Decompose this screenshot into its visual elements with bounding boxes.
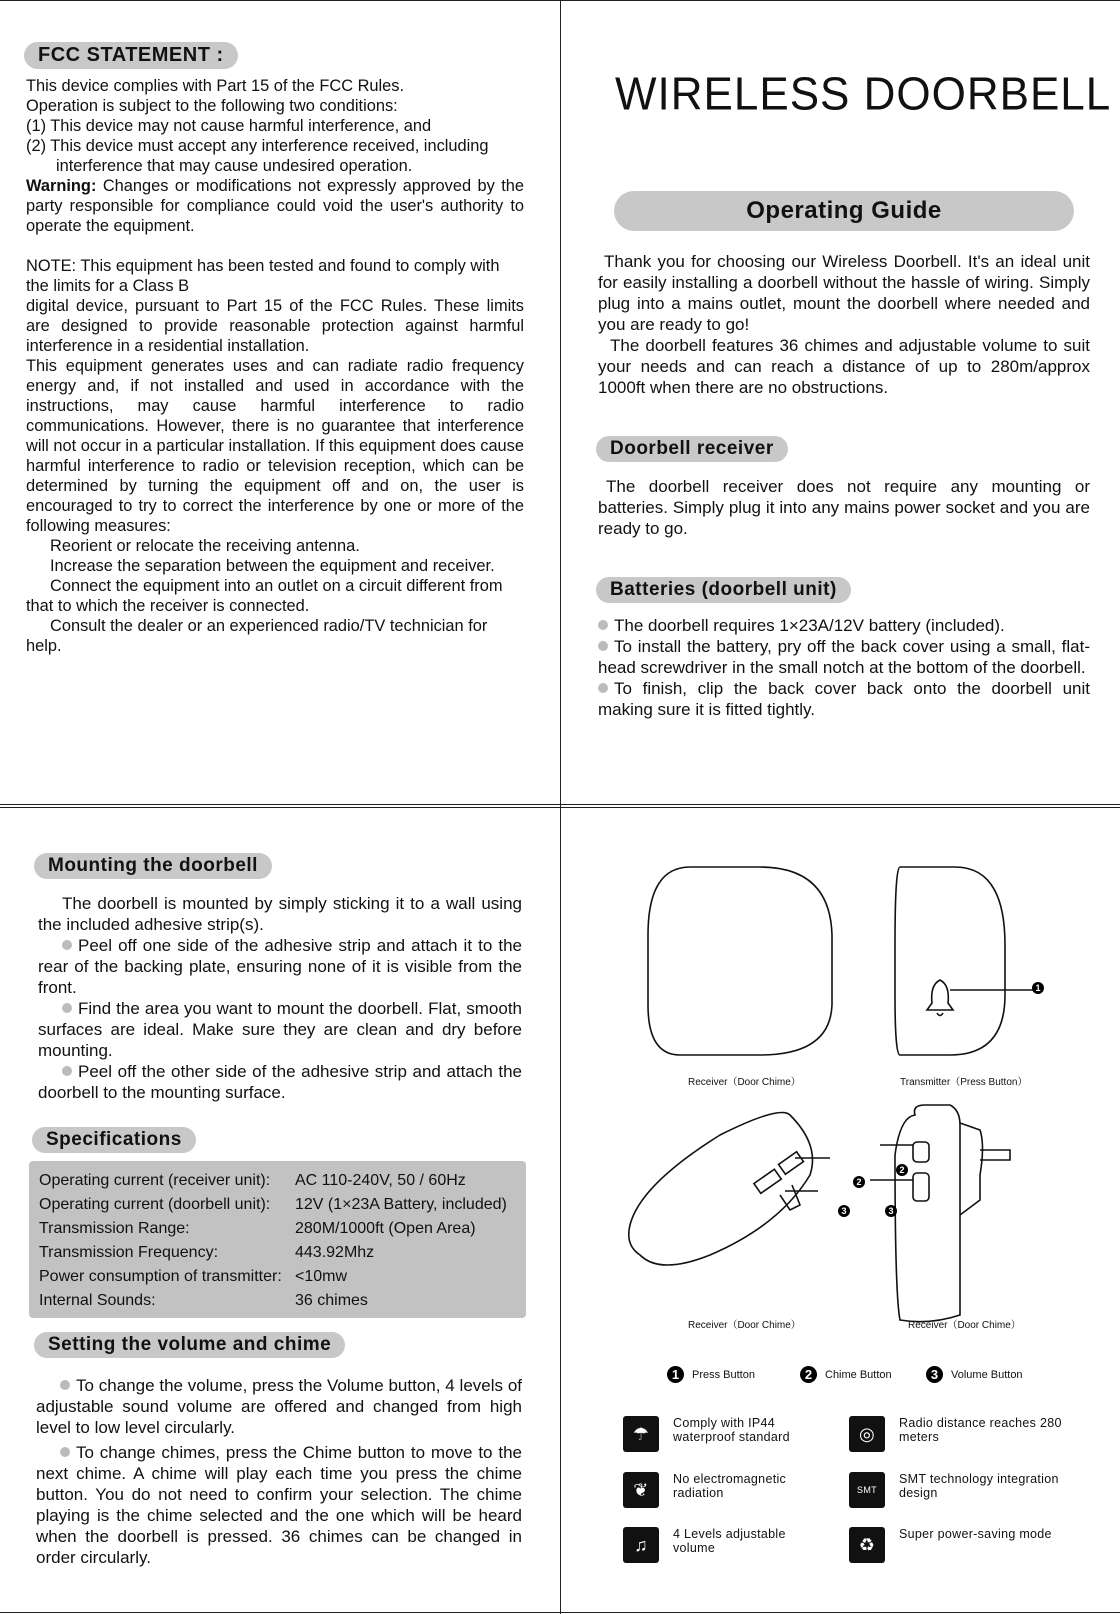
callout-2: 2 [896,1164,908,1176]
diagram-caption: Transmitter（Press Button） [900,1077,1028,1088]
border-bottom [0,1612,1120,1613]
callout-3: 3 [838,1205,850,1217]
feature-item [623,1416,823,1452]
spec-key: Power consumption of transmitter: [39,1268,282,1285]
fcc-line: This device complies with Part 15 of the FCC Rules. [26,77,405,95]
volume-item: To change chimes, press the Chime button to move to the next chime. A chime will play each time you press the chime button. You do not need to confirm your selection. The chime playing is the chime selected and the one which will be heard when the doorbell is pressed. 36 chimes can be changed in order circularly. [36,1443,522,1567]
spec-value: 12V (1×23A Battery, included) [295,1196,507,1213]
receiver-front-drawing [648,867,832,1055]
bell-icon [927,980,953,1016]
fcc-line: interference that may cause undesired operation. [56,157,413,175]
callout-3: 3 [885,1205,897,1217]
radio-waves-icon: ◎ [849,1416,885,1452]
feature-text: SMT technology integration design [899,1472,1059,1500]
music-note-icon: ♫ [623,1527,659,1563]
receiver-side-drawing [629,1113,813,1266]
intro-paragraph: The doorbell features 36 chimes and adjustable volume to suit your needs and can reach a distance of up to 280m/approx 1000ft when there are no obstructions. [598,336,1090,397]
intro-paragraph: Thank you for choosing our Wireless Doorbell. It's an ideal unit for easily installing a doorbell without the hassle of wiring. Simply plug into a mains outlet, mount the doorbell where needed and you are ready to go! [598,252,1090,334]
callout-1: 1 [1032,982,1044,994]
operating-guide-heading: Operating Guide [614,191,1074,231]
umbrella-icon: ☂ [623,1416,659,1452]
diagram-caption: Receiver（Door Chime） [908,1320,1021,1331]
feature-text: No electromagnetic radiation [673,1472,787,1500]
mounting-step: Find the area you want to mount the doorbell. Flat, smooth surfaces are ideal. Make sure they are clean and dry before mounting. [38,999,522,1060]
diagram-caption: Receiver（Door Chime） [688,1077,801,1088]
feature-item [849,1527,1079,1563]
receiver-heading: Doorbell receiver [596,436,788,462]
feature-text: 4 Levels adjustable volume [673,1527,786,1555]
volume-heading: Setting the volume and chime [34,1332,345,1358]
spec-value: 280M/1000ft (Open Area) [295,1220,476,1237]
volume-item: To change the volume, press the Volume button, 4 levels of adjustable sound volume are offered and changed from high level to low level circularly. [36,1376,522,1437]
spec-value: <10mw [295,1268,348,1285]
mounting-text [38,893,522,1103]
spec-row [39,1169,516,1193]
page-divider-horizontal [0,804,1120,808]
fcc-statement [26,76,524,656]
feature-item [623,1472,823,1508]
feature-text: Comply with IP44 waterproof standard [673,1416,790,1444]
specifications-table [29,1161,526,1318]
spec-key: Transmission Range: [39,1220,190,1237]
fcc-measure: Increase the separation between the equipment and receiver. [50,557,495,575]
spec-value: AC 110-240V, 50 / 60Hz [295,1172,466,1189]
fcc-measure: Consult the dealer or an experienced radio/TV technician for help. [26,617,488,655]
spec-row [39,1241,516,1265]
number-badge: 3 [926,1366,943,1383]
fcc-measure: Reorient or relocate the receiving antenna. [50,537,360,555]
spec-key: Internal Sounds: [39,1292,156,1309]
spec-key: Transmission Frequency: [39,1244,219,1261]
spec-key: Operating current (doorbell unit): [39,1196,271,1213]
feature-text: Radio distance reaches 280 meters [899,1416,1062,1444]
mounting-intro: The doorbell is mounted by simply sticking it to a wall using the included adhesive strip(s). [38,894,522,934]
fcc-line: (2) This device must accept any interference received, including [26,137,489,155]
fcc-heading: FCC STATEMENT : [24,42,238,69]
product-diagrams [600,855,1100,1325]
number-badge: 1 [667,1366,684,1383]
batteries-heading: Batteries (doorbell unit) [596,577,851,603]
fcc-line: Operation is subject to the following two conditions: [26,97,398,115]
warning-text: Changes or modifications not expressly approved by the party responsible for compliance could void the user's authority to operate the equipment. [26,177,524,235]
number-badge: 2 [800,1366,817,1383]
legend-label: Press Button [692,1368,755,1381]
legend-volume-button [926,1366,1023,1383]
battery-item: The doorbell requires 1×23A/12V battery (included). [598,615,1090,636]
intro-text [598,251,1090,398]
legend-label: Chime Button [825,1368,892,1381]
transmitter-front-drawing [895,867,1005,1055]
feature-text: Super power-saving mode [899,1527,1052,1541]
callout-2: 2 [853,1176,865,1188]
fcc-note: digital device, pursuant to Part 15 of the FCC Rules. These limits are designed to provide reasonable protection against harmful interference in a residential installation. [26,297,524,355]
warning-label: Warning: [26,177,97,195]
spec-row [39,1265,516,1289]
batteries-list [598,615,1090,720]
spec-row [39,1289,516,1313]
volume-text [36,1375,522,1568]
spec-key: Operating current (receiver unit): [39,1172,271,1189]
fcc-line: (1) This device may not cause harmful interference, and [26,117,432,135]
receiver-text: The doorbell receiver does not require any mounting or batteries. Simply plug it into any mains power socket and you are ready to go. [598,477,1090,538]
fcc-note: This equipment generates uses and can radiate radio frequency energy and, if not installed and used in accordance with the instructions, may cause harmful interference to radio communications. However, there is no guarantee that interference will not occur in a particular installation. If this equipment does cause harmful interference to radio or television reception, which can be determined by turning the equipment off and on, the user is encouraged to try to correct the interference by one or more of the following measures: [26,357,524,535]
mounting-step: Peel off the other side of the adhesive strip and attach the doorbell to the mounting surface. [38,1062,522,1102]
feature-item [849,1472,1079,1508]
leaf-icon: ❦ [623,1472,659,1508]
legend-press-button [667,1366,755,1383]
mounting-heading: Mounting the doorbell [34,853,272,879]
smt-chip-icon: SMT [849,1472,885,1508]
plug-side-drawing [895,1105,960,1322]
feature-item [849,1416,1079,1452]
diagram-caption: Receiver（Door Chime） [688,1320,801,1331]
battery-item: To install the battery, pry off the back cover using a small, flat-head screwdriver in the small notch at the bottom of the doorbell. [598,637,1090,677]
fcc-measure: Connect the equipment into an outlet on a circuit different from that to which the receiver is connected. [26,577,503,615]
spec-row [39,1193,516,1217]
feature-item [623,1527,823,1563]
legend-label: Volume Button [951,1368,1023,1381]
battery-item: To finish, clip the back cover back onto the doorbell unit making sure it is fitted tightly. [598,679,1090,719]
product-title: WIRELESS DOORBELL [615,68,1112,121]
specifications-heading: Specifications [32,1127,196,1153]
spec-value: 36 chimes [295,1292,368,1309]
spec-row [39,1217,516,1241]
spec-value: 443.92Mhz [295,1244,375,1261]
recycle-icon: ♻ [849,1527,885,1563]
legend-chime-button [800,1366,892,1383]
mounting-step: Peel off one side of the adhesive strip and attach it to the rear of the backing plate, ensuring none of it is visible from the front. [38,936,522,997]
fcc-note: NOTE: This equipment has been tested and found to comply with the limits for a Class B [26,257,500,295]
